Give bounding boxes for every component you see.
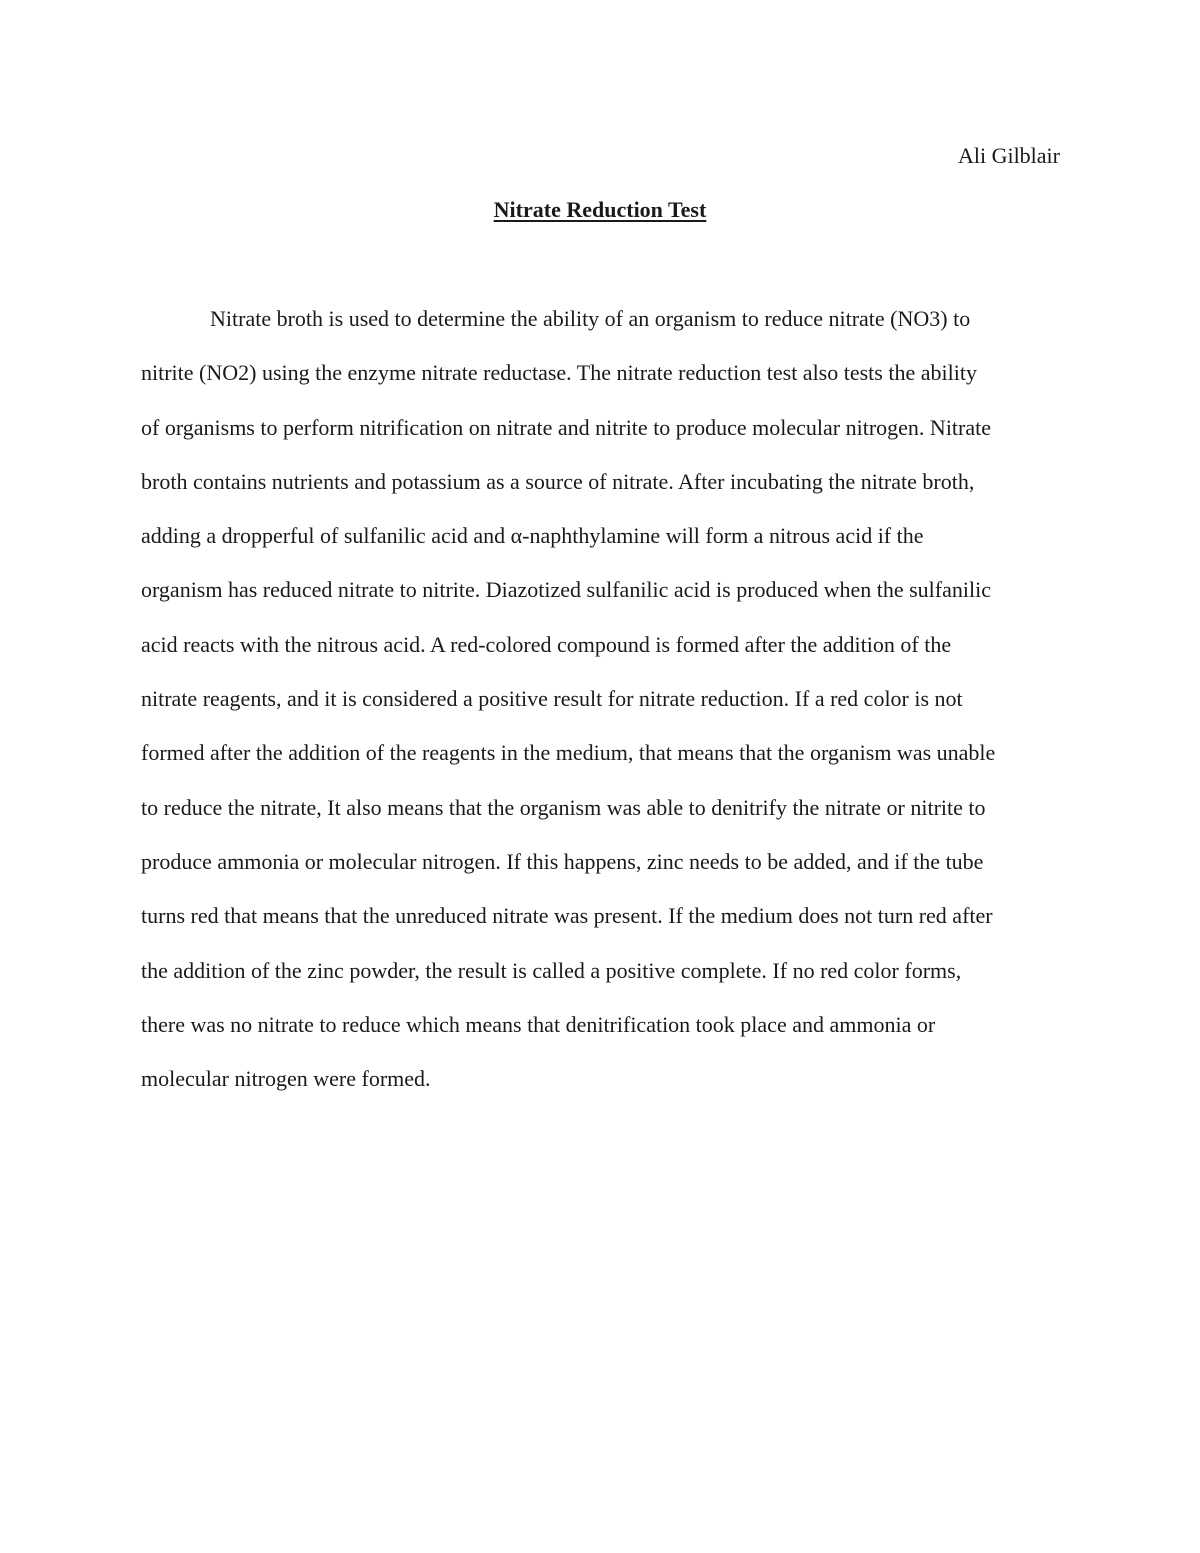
page-title [0,196,1200,224]
paragraph-line: the addition of the zinc powder, the result is called a positive complete. If no red color forms, [141,957,962,983]
title-text: Nitrate Reduction Test [493,197,707,222]
paragraph-line: formed after the addition of the reagents in the medium, that means that the organism was unable [141,740,996,766]
paragraph-line: organism has reduced nitrate to nitrite. Diazotized sulfanilic acid is produced when the sulfanilic [141,577,991,603]
author-name: Ali Gilblair [957,143,1060,168]
paragraph-line: turns red that means that the unreduced nitrate was present. If the medium does not turn red after [141,903,993,929]
paragraph-line: nitrate reagents, and it is considered a positive result for nitrate reduction. If a red color is not [141,686,963,712]
paragraph-line: molecular nitrogen were formed. [141,1066,431,1092]
paragraph-line: adding a dropperful of sulfanilic acid and α-naphthylamine will form a nitrous acid if the [141,523,924,549]
paragraph-line: Nitrate broth is used to determine the ability of an organism to reduce nitrate (NO3) to [210,306,971,331]
paragraph-line: broth contains nutrients and potassium as a source of nitrate. After incubating the nitrate broth, [141,468,975,494]
paragraph-line: of organisms to perform nitrification on nitrate and nitrite to produce molecular nitrogen. Nitrate [141,414,992,440]
body-paragraph [141,305,1081,1119]
paragraph-line: produce ammonia or molecular nitrogen. If this happens, zinc needs to be added, and if the tube [141,848,984,874]
paragraph-line: nitrite (NO2) using the enzyme nitrate reductase. The nitrate reduction test also tests the ability [141,360,977,386]
paragraph-line: acid reacts with the nitrous acid. A red-colored compound is formed after the addition of the [141,631,952,657]
paragraph-line: to reduce the nitrate, It also means that the organism was able to denitrify the nitrate or nitrite to [141,794,986,820]
paragraph-line: there was no nitrate to reduce which means that denitrification took place and ammonia or [141,1011,936,1037]
